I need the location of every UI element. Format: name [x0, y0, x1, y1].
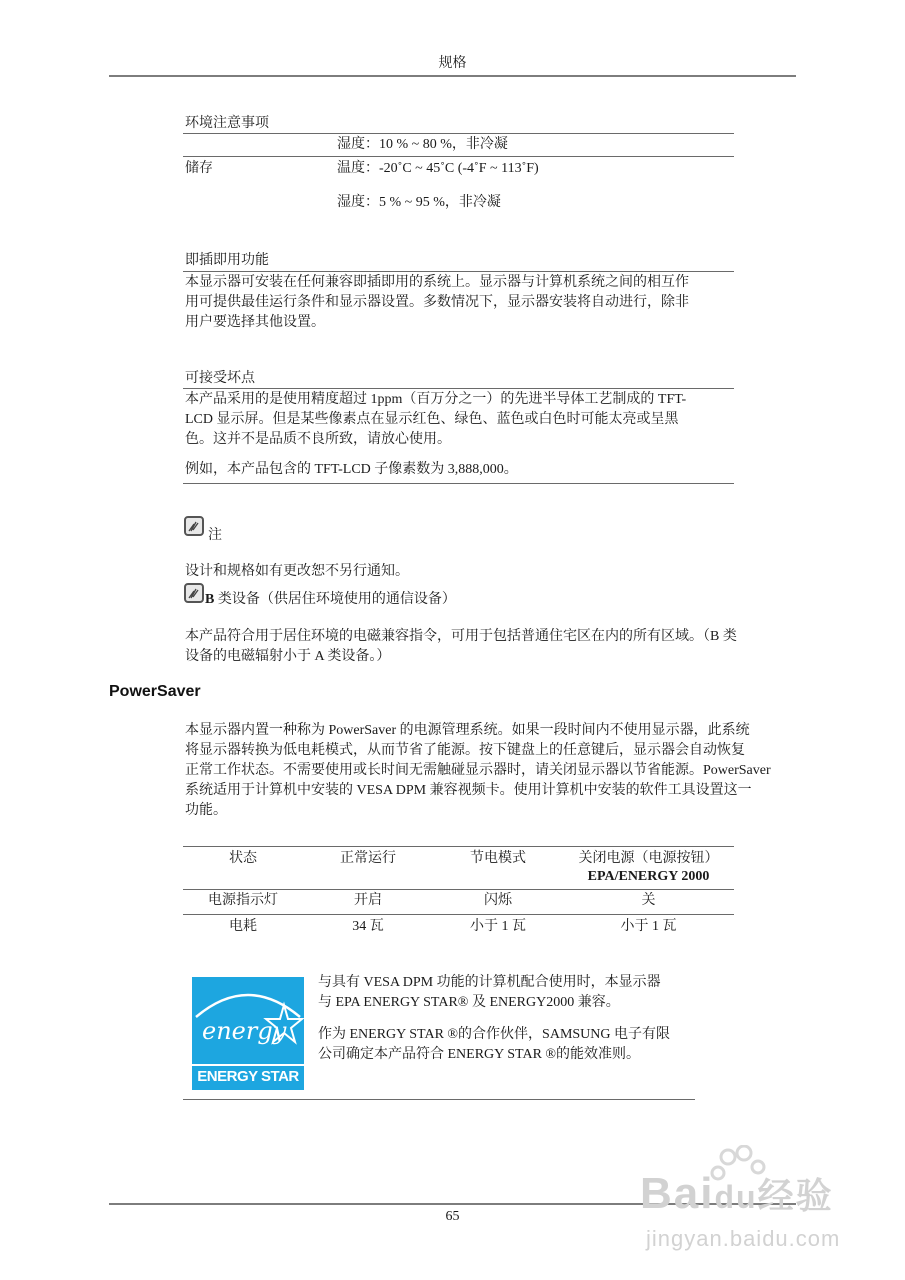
- ps-table-row-2-label: 电耗: [229, 919, 257, 934]
- ps-table-header-state: 状态: [229, 851, 257, 866]
- dead-pixels-rule-top: [183, 388, 734, 389]
- energy-star-line: 与具有 VESA DPM 功能的计算机配合使用时，本显示器: [318, 975, 661, 990]
- ps-table-header-poweroff-sub: EPA/ENERGY 2000: [587, 869, 710, 884]
- environment-row-1-value: 湿度：10 % ~ 80 %，非冷凝: [337, 137, 508, 152]
- ps-table-row-2-normal: 34 瓦: [352, 919, 384, 934]
- plug-and-play-rule: [183, 271, 734, 272]
- ps-table-header-powersave: 节电模式: [470, 851, 526, 866]
- ps-table-row-2-poweroff: 小于 1 瓦: [620, 919, 677, 934]
- powersaver-line: 系统适用于计算机中安装的 VESA DPM 兼容视频卡。使用计算机中安装的软件工具设置这一: [185, 783, 752, 798]
- powersaver-line: 功能。: [185, 803, 227, 818]
- class-b-title-text: 类设备（供居住环境使用的通信设备）: [214, 592, 456, 607]
- dead-pixels-body: [185, 390, 735, 450]
- powersaver-line: 将显示器转换为低电耗模式，从而节省了能源。按下键盘上的任意键后，显示器会自动恢复: [185, 743, 745, 758]
- class-b-body: [185, 627, 797, 667]
- plug-and-play-line: 用可提供最佳运行条件和显示器设置。多数情况下，显示器安装将自动进行，除非: [185, 295, 689, 310]
- plug-and-play-body: [185, 273, 735, 333]
- environment-row-2-temperature: 温度：-20˚C ~ 45˚C (-4˚F ~ 113˚F): [337, 161, 539, 176]
- energy-star-para-2: [318, 1025, 670, 1065]
- powersaver-line: 正常工作状态。不需要使用或长时间无需触碰显示器时，请关闭显示器以节省能源。PowerSaver: [185, 763, 771, 778]
- ps-table-rule-row: [183, 914, 734, 915]
- ps-table-row-1-poweroff: 关: [641, 893, 656, 908]
- baidu-brand: Bai: [640, 1169, 715, 1218]
- environment-rule-top: [183, 133, 734, 134]
- plug-and-play-line: 用户要选择其他设置。: [185, 315, 325, 330]
- powersaver-title: PowerSaver: [109, 683, 201, 700]
- dead-pixels-example: 例如，本产品包含的 TFT-LCD 子像素数为 3,888,000。: [185, 462, 518, 477]
- energy-star-line: 作为 ENERGY STAR ®的合作伙伴，SAMSUNG 电子有限: [318, 1027, 671, 1042]
- plug-and-play-line: 本显示器可安装在任何兼容即插即用的系统上。显示器与计算机系统之间的相互作: [185, 275, 689, 290]
- energy-star-line: 公司确定本产品符合 ENERGY STAR ®的能效准则。: [318, 1047, 641, 1062]
- baidu-brand-du: du: [714, 1179, 758, 1215]
- ps-table-row-2-powersave: 小于 1 瓦: [470, 919, 526, 934]
- energy-star-script: energy: [202, 1017, 287, 1045]
- baidu-url: jingyan.baidu.com: [646, 1226, 841, 1251]
- class-b-line: 本产品符合用于居住环境的电磁兼容指令，可用于包括普通住宅区在内的所有区域。（B 类: [185, 629, 737, 644]
- note-text: 设计和规格如有更改恕不另行通知。: [185, 564, 409, 579]
- ps-table-row-1-normal: 开启: [354, 893, 382, 908]
- environment-rule-mid: [183, 156, 734, 157]
- class-b-line: 设备的电磁辐射小于 A 类设备。）: [185, 649, 391, 664]
- energy-star-divider: [192, 1064, 304, 1066]
- dead-pixels-rule-bottom: [183, 483, 734, 484]
- class-b-note-icon: [184, 583, 204, 603]
- dead-pixels-line: 本产品采用的是使用精度超过 1ppm（百万分之一）的先进半导体工艺制成的 TFT-: [185, 392, 687, 407]
- page-header-title: 规格: [438, 56, 467, 71]
- powersaver-line: 本显示器内置一种称为 PowerSaver 的电源管理系统。如果一段时间内不使用显示器，此系统: [185, 723, 750, 738]
- energy-star-label: ENERGY STAR: [197, 1068, 299, 1085]
- ps-table-rule-header: [183, 889, 734, 890]
- baidu-brand-cn: 经验: [757, 1175, 834, 1216]
- ps-table-header-poweroff: 关闭电源（电源按钮）: [578, 851, 719, 866]
- energy-star-line: 与 EPA ENERGY STAR® 及 ENERGY2000 兼容。: [318, 995, 620, 1010]
- environment-row-2-label: 储存: [185, 161, 213, 176]
- class-b-title: [205, 590, 456, 610]
- dead-pixels-line: 色。这并不是品质不良所致，请放心使用。: [185, 432, 451, 447]
- page-number: 65: [445, 1209, 460, 1224]
- plug-and-play-title: 即插即用功能: [185, 251, 269, 267]
- class-b-title-letter: B: [205, 592, 215, 607]
- header-rule: [109, 75, 796, 77]
- energy-star-logo: [192, 977, 304, 1090]
- dead-pixels-line: LCD 显示屏。但是某些像素点在显示红色、绿色、蓝色或白色时可能太亮或呈黑: [185, 412, 679, 427]
- powersaver-body: [185, 721, 797, 821]
- environment-row-2-humidity: 湿度：5 % ~ 95 %，非冷凝: [337, 195, 501, 210]
- energy-star-para-1: [318, 973, 661, 1013]
- note-label: 注: [208, 528, 222, 543]
- ps-table-header-normal: 正常运行: [340, 851, 396, 866]
- ps-table-row-1-powersave: 闪烁: [484, 893, 512, 908]
- dead-pixels-title: 可接受坏点: [185, 369, 255, 385]
- note-icon: [184, 516, 204, 536]
- ps-table-rule-top: [183, 846, 734, 847]
- baidu-watermark: [640, 1140, 870, 1270]
- ps-table-row-1-label: 电源指示灯: [208, 893, 278, 908]
- environment-title: 环境注意事项: [185, 114, 269, 130]
- energy-star-rule: [183, 1099, 695, 1100]
